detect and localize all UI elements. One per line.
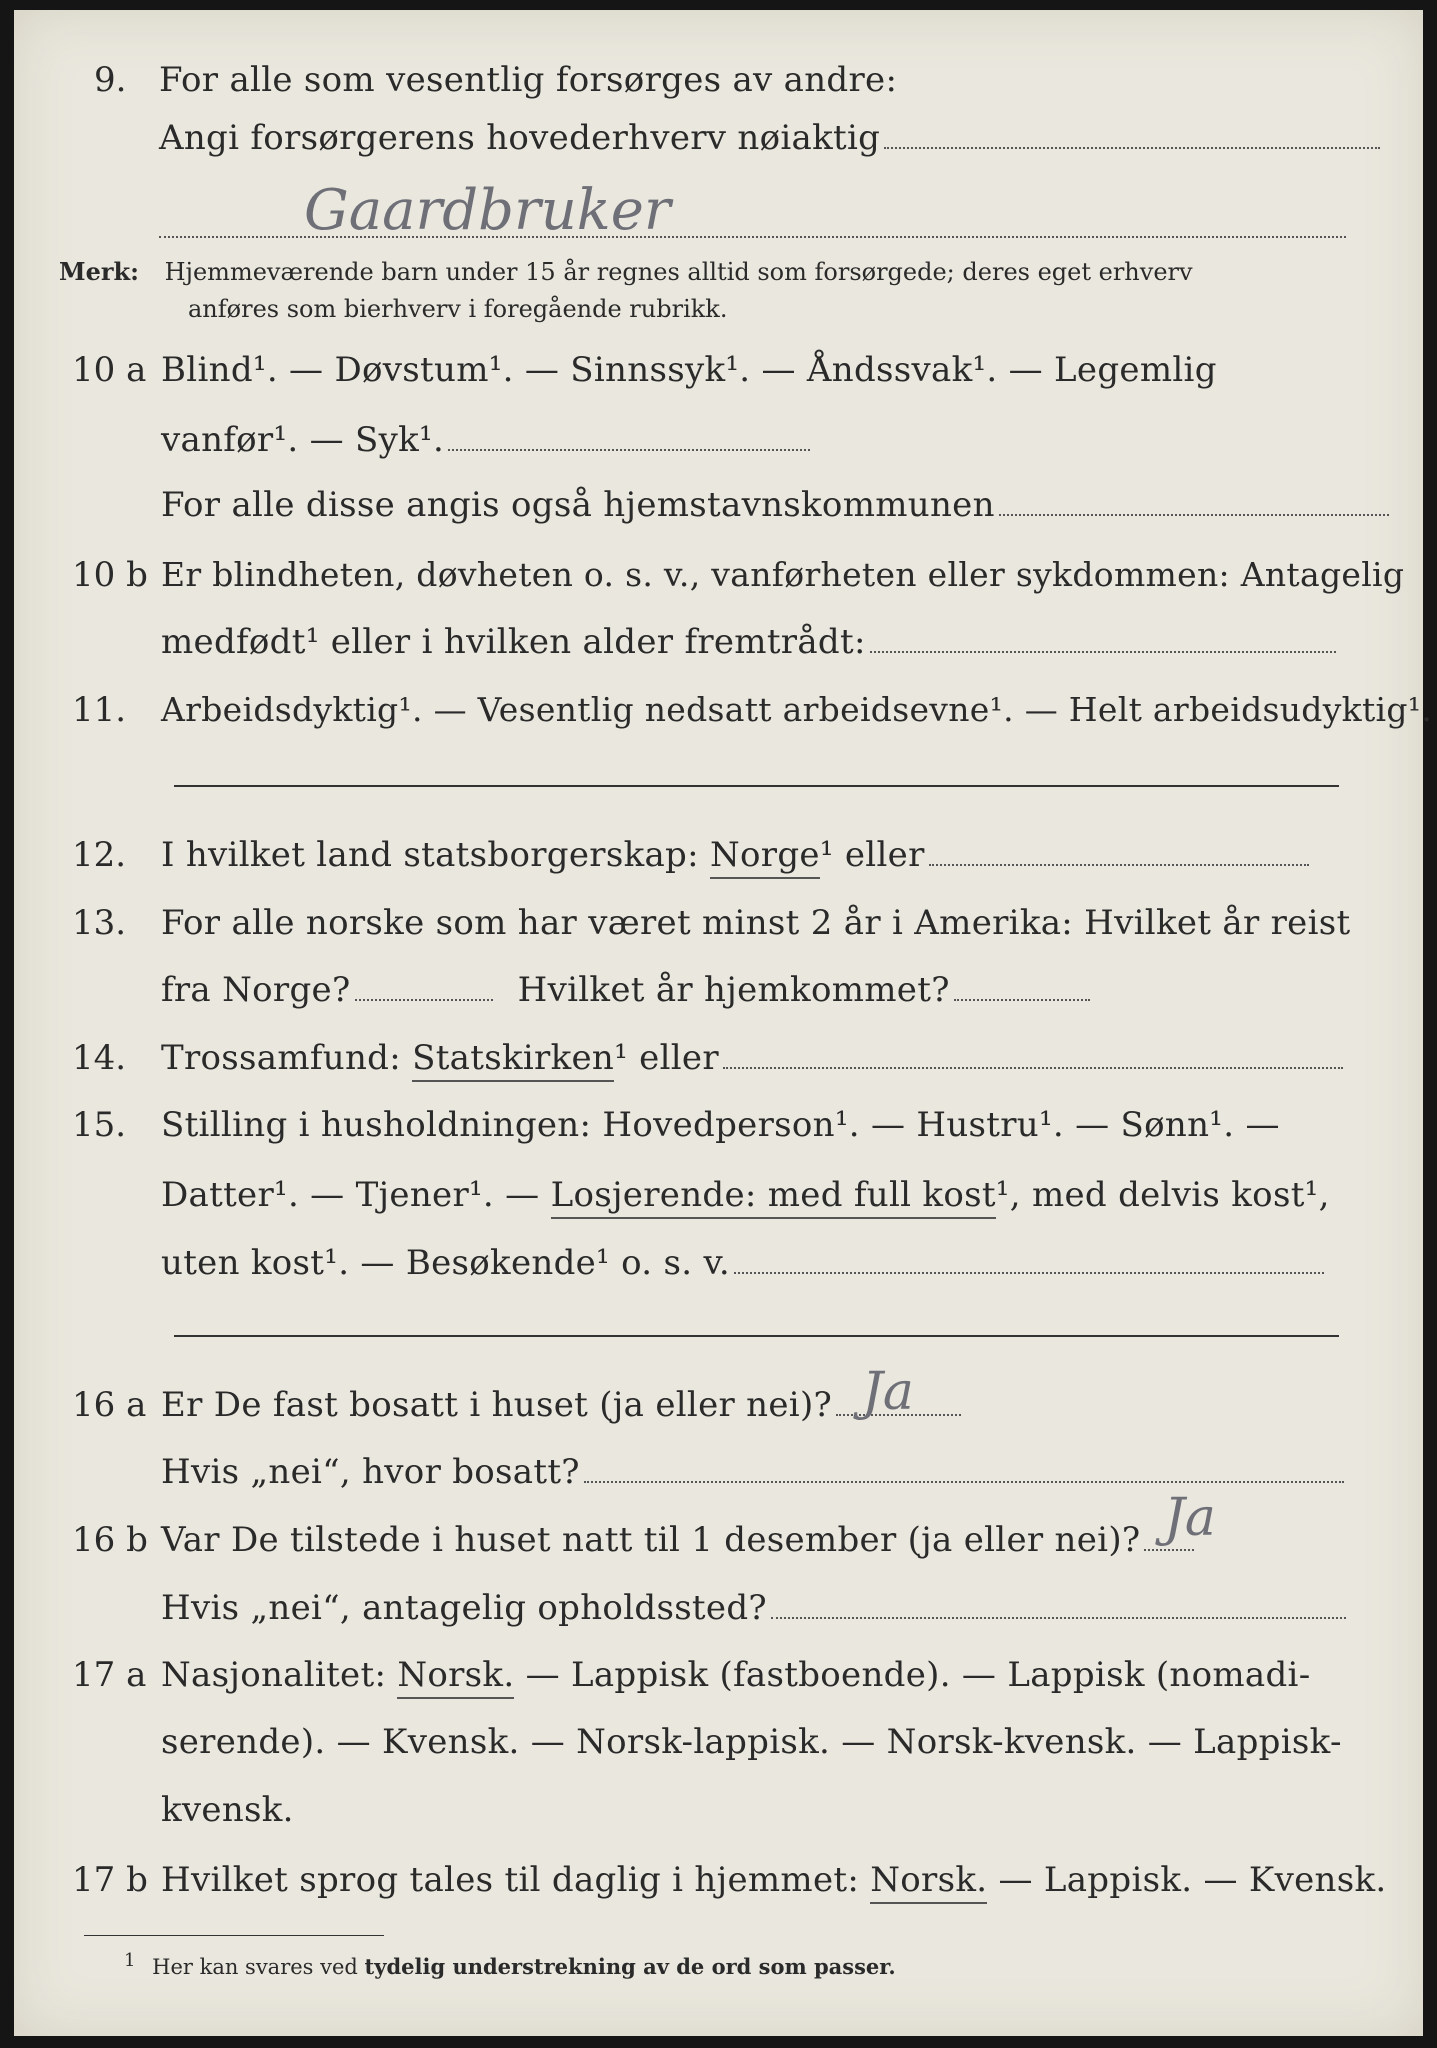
q12-underlined-norge: Norge bbox=[710, 835, 820, 879]
footnote-separator bbox=[84, 1935, 384, 1936]
q13-line1: For alle norske som har været minst 2 år i Amerika: Hvilket år reist bbox=[161, 903, 1351, 943]
q10a-line3-text: For alle disse angis også hjemstavnskommunen bbox=[161, 485, 995, 525]
q12-number: 12. bbox=[72, 835, 127, 875]
q16a-line2-dots bbox=[584, 1480, 1344, 1483]
q16b-line2-dots bbox=[771, 1616, 1346, 1619]
q16b-line2-text: Hvis „nei“, antagelig opholdssted? bbox=[161, 1588, 767, 1628]
q10a-line2 bbox=[161, 420, 810, 460]
q13-reist-dots bbox=[355, 998, 493, 1001]
q17b-line1-rest: — Lappisk. — Kvensk. bbox=[998, 1860, 1387, 1900]
q17b-number: 17 b bbox=[72, 1860, 148, 1900]
q16b-line1-dots bbox=[1144, 1548, 1194, 1551]
q9-line2-dots bbox=[884, 146, 1380, 149]
q9-number: 9. bbox=[94, 60, 127, 100]
q12-suffix: ¹ eller bbox=[819, 835, 925, 875]
q12-prefix: I hvilket land statsborgerskap: bbox=[161, 835, 699, 875]
q10b-line2 bbox=[161, 622, 1336, 662]
q17a-line1-rest: — Lappisk (fastboende). — Lappisk (nomadi- bbox=[525, 1655, 1311, 1695]
q13-line2 bbox=[161, 970, 1090, 1010]
q12-dots bbox=[929, 863, 1309, 866]
q14-line1 bbox=[161, 1038, 1343, 1078]
q16b-handwritten-answer: Ja bbox=[1164, 1488, 1216, 1548]
q16a-line1 bbox=[161, 1385, 961, 1425]
q10a-line1: Blind¹. — Døvstum¹. — Sinnssyk¹. — Åndssvak¹. — Legemlig bbox=[161, 350, 1217, 390]
q16a-number: 16 a bbox=[72, 1385, 147, 1425]
q9-handwritten-answer: Gaardbruker bbox=[304, 178, 671, 243]
q10a-line3-dots bbox=[999, 513, 1389, 516]
q13-hjemkommet-dots bbox=[954, 998, 1090, 1001]
q16a-line2-text: Hvis „nei“, hvor bosatt? bbox=[161, 1452, 580, 1492]
q10a-line2-text: vanfør¹. — Syk¹. bbox=[161, 420, 445, 460]
q16a-handwritten-answer: Ja bbox=[862, 1362, 914, 1422]
q16b-number: 16 b bbox=[72, 1520, 148, 1560]
q16b-line1-text: Var De tilstede i huset natt til 1 desember (ja eller nei)? bbox=[161, 1520, 1141, 1560]
q17a-line3: kvensk. bbox=[161, 1790, 294, 1830]
q15-answer-line bbox=[174, 1335, 1339, 1337]
census-form-page bbox=[14, 10, 1433, 2036]
q15-line1: Stilling i husholdningen: Hovedperson¹. — Hustru¹. — Sønn¹. — bbox=[161, 1105, 1280, 1145]
q16a-line2 bbox=[161, 1452, 1344, 1492]
q10b-line2-text: medfødt¹ eller i hvilken alder fremtrådt: bbox=[161, 622, 866, 662]
q15-line3 bbox=[161, 1243, 1324, 1283]
q17a-number: 17 a bbox=[72, 1655, 147, 1695]
q11-line1: Arbeidsdyktig¹. — Vesentlig nedsatt arbeidsevne¹. — Helt arbeidsudyktig¹. bbox=[161, 690, 1433, 729]
q12-line1 bbox=[161, 835, 1309, 875]
footnote-bold-text: tydelig understrekning av de ord som passer. bbox=[364, 1954, 896, 1979]
q10b-line2-dots bbox=[870, 650, 1336, 653]
q14-underlined-statskirken: Statskirken bbox=[412, 1038, 614, 1082]
q9-answer-line bbox=[159, 236, 1346, 238]
q14-number: 14. bbox=[72, 1038, 127, 1078]
q11-answer-line bbox=[174, 785, 1339, 787]
q17a-line2: serende). — Kvensk. — Norsk-lappisk. — Norsk-kvensk. — Lappisk- bbox=[161, 1722, 1342, 1762]
q16b-line1 bbox=[161, 1520, 1194, 1560]
q13-number: 13. bbox=[72, 903, 127, 943]
q15-number: 15. bbox=[72, 1105, 127, 1145]
q13-line2-reist: fra Norge? bbox=[161, 970, 351, 1010]
q10a-line2-dots bbox=[448, 448, 810, 451]
q13-line2-hjemkommet: Hvilket år hjemkommet? bbox=[517, 970, 950, 1010]
footnote bbox=[124, 1950, 896, 1979]
q10a-number: 10 a bbox=[72, 350, 147, 390]
q10b-line1: Er blindheten, døvheten o. s. v., vanførheten eller sykdommen: Antagelig bbox=[161, 555, 1405, 594]
q10a-line3 bbox=[161, 485, 1389, 525]
q11-number: 11. bbox=[72, 690, 127, 730]
q15-line2-start: Datter¹. — Tjener¹. — bbox=[161, 1175, 540, 1215]
q14-suffix: ¹ eller bbox=[614, 1038, 719, 1078]
q17b-line1 bbox=[161, 1860, 1386, 1900]
q17a-underlined-norsk: Norsk. bbox=[397, 1655, 514, 1699]
q14-prefix: Trossamfund: bbox=[161, 1038, 402, 1078]
q15-line3-text: uten kost¹. — Besøkende¹ o. s. v. bbox=[161, 1243, 731, 1283]
merk-text1: Hjemmeværende barn under 15 år regnes alltid som forsørgede; deres eget erhverv bbox=[164, 258, 1193, 286]
footnote-text: Her kan svares ved bbox=[152, 1955, 358, 1979]
q17a-line1 bbox=[161, 1655, 1311, 1695]
q15-line2 bbox=[161, 1175, 1330, 1215]
q9-line1: For alle som vesentlig forsørges av andre: bbox=[159, 60, 898, 100]
q14-dots bbox=[723, 1066, 1343, 1069]
q16b-line2 bbox=[161, 1588, 1346, 1628]
q17a-line1-label: Nasjonalitet: bbox=[161, 1655, 387, 1695]
q10b-number: 10 b bbox=[72, 555, 148, 595]
q16a-line1-text: Er De fast bosatt i huset (ja eller nei)? bbox=[161, 1385, 833, 1425]
q15-underlined-losjerende: Losjerende: med full kost bbox=[551, 1175, 996, 1219]
q17b-line1-label: Hvilket sprog tales til daglig i hjemmet: bbox=[161, 1860, 860, 1900]
q9-line2 bbox=[159, 118, 1380, 158]
q15-line3-dots bbox=[734, 1271, 1324, 1274]
merk-line1 bbox=[59, 257, 1193, 286]
footnote-mark: 1 bbox=[124, 1950, 136, 1971]
q9-line2-text: Angi forsørgerens hovederhverv nøiaktig bbox=[159, 118, 881, 158]
q17b-underlined-norsk: Norsk. bbox=[870, 1860, 987, 1904]
merk-line2: anføres som bierhverv i foregående rubrikk. bbox=[188, 295, 728, 323]
merk-label: Merk: bbox=[59, 257, 139, 286]
q15-line2-end: ¹, med delvis kost¹, bbox=[995, 1175, 1330, 1215]
